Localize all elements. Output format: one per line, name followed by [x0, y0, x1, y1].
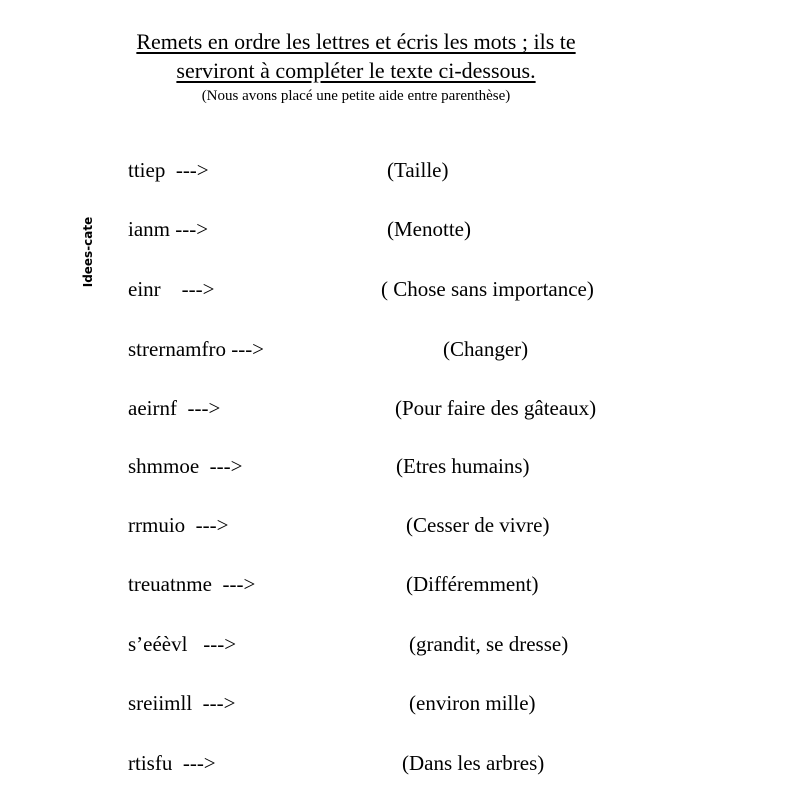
instruction-title-line-2: serviront à compléter le texte ci-dessous.	[176, 58, 536, 83]
scrambled-word-7: rrmuio --->	[128, 513, 229, 537]
scrambled-word-11: rtisfu --->	[128, 751, 216, 775]
hint-10: (environ mille)	[409, 691, 536, 715]
hint-9: (grandit, se dresse)	[409, 632, 569, 656]
scrambled-word-6: shmmoe --->	[128, 454, 243, 478]
hint-5: (Pour faire des gâteaux)	[395, 396, 597, 420]
hint-8: (Différemment)	[406, 572, 539, 596]
hint-6: (Etres humains)	[396, 454, 530, 478]
hint-3: ( Chose sans importance)	[381, 277, 594, 301]
scrambled-word-2: ianm --->	[128, 217, 209, 241]
scrambled-word-9: s’eéèvl --->	[128, 632, 237, 656]
hint-11: (Dans les arbres)	[402, 751, 545, 775]
hint-1: (Taille)	[387, 158, 449, 182]
hint-2: (Menotte)	[387, 217, 471, 241]
scrambled-word-5: aeirnf --->	[128, 396, 221, 420]
hint-7: (Cesser de vivre)	[406, 513, 550, 537]
scrambled-word-8: treuatnme --->	[128, 572, 256, 596]
scrambled-word-10: sreiimll --->	[128, 691, 236, 715]
scrambled-word-4: strernamfro --->	[128, 337, 265, 361]
watermark-text: Idees-cate	[81, 216, 95, 288]
instruction-subtitle: (Nous avons placé une petite aide entre parenthèse)	[201, 88, 511, 104]
scrambled-word-3: einr --->	[128, 277, 215, 301]
hint-4: (Changer)	[443, 337, 529, 361]
scrambled-word-1: ttiep --->	[128, 158, 209, 182]
instruction-title-line-1: Remets en ordre les lettres et écris les mots ; ils te	[136, 29, 576, 54]
